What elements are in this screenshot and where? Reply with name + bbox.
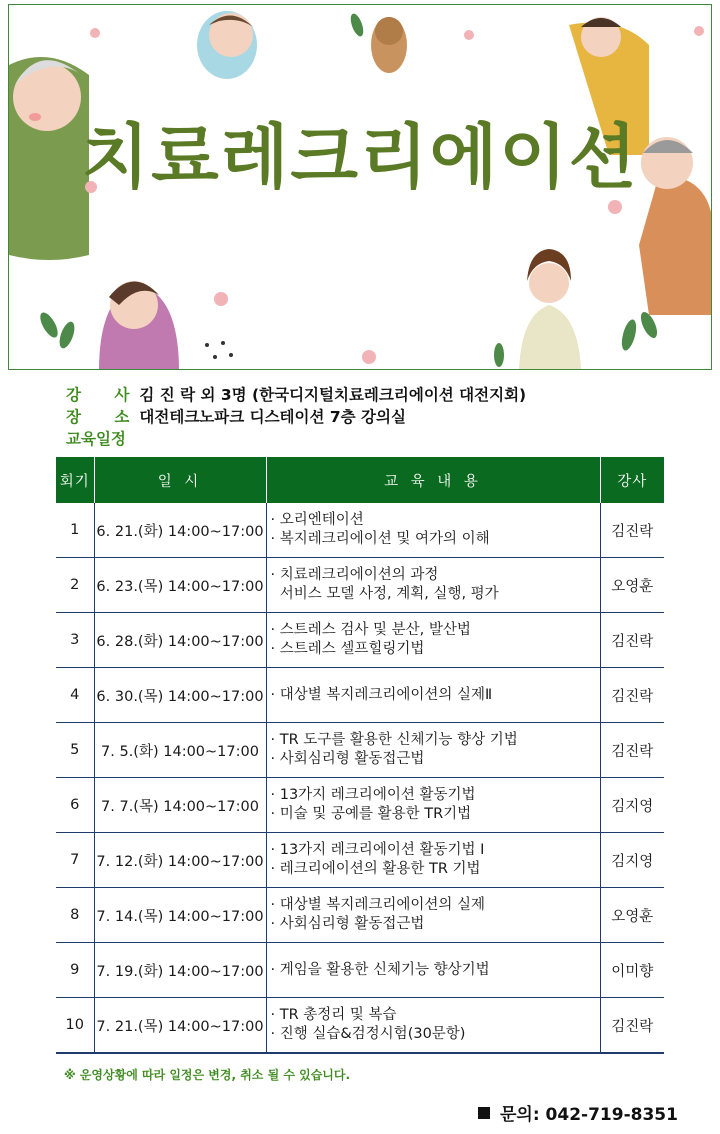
content-line: · 사회심리형 활동접근법 bbox=[270, 916, 425, 932]
session-datetime: 7. 19.(화) 14:00~17:00 bbox=[94, 943, 266, 998]
table-row bbox=[56, 943, 664, 998]
session-instructor: 김진락 bbox=[600, 613, 664, 668]
session-content bbox=[266, 503, 600, 558]
content-line: · 오리엔테이션 bbox=[270, 512, 364, 528]
session-datetime: 7. 7.(목) 14:00~17:00 bbox=[94, 778, 266, 833]
instructor-row bbox=[66, 384, 526, 406]
content-line: · 13가지 레크리에이션 활동기법 Ⅰ bbox=[270, 842, 485, 858]
header-datetime: 일 시 bbox=[94, 457, 266, 503]
venue-value: 대전테크노파크 디스테이션 7층 강의실 bbox=[139, 408, 406, 426]
woman-illustration-bottom-right bbox=[519, 249, 581, 370]
session-instructor: 이미향 bbox=[600, 943, 664, 998]
header-content: 교 육 내 용 bbox=[266, 457, 600, 503]
table-row bbox=[56, 998, 664, 1054]
content-line: · 레크리에이션의 활용한 TR 기법 bbox=[270, 861, 481, 877]
session-instructor: 김진락 bbox=[600, 998, 664, 1054]
session-number: 6 bbox=[56, 778, 94, 833]
square-bullet-icon bbox=[478, 1107, 490, 1119]
content-line: · TR 총정리 및 복습 bbox=[270, 1007, 397, 1023]
table-body bbox=[56, 503, 664, 1053]
content-line: · TR 도구를 활용한 신체기능 향상 기법 bbox=[270, 732, 518, 748]
content-line: · 스트레스 검사 및 분산, 발산법 bbox=[270, 622, 471, 638]
content-line: · 대상별 복지레크리에이션의 실제Ⅱ bbox=[270, 686, 493, 703]
session-instructor: 김진락 bbox=[600, 723, 664, 778]
session-number: 1 bbox=[56, 503, 94, 558]
session-content bbox=[266, 723, 600, 778]
girl-illustration-bottom-left bbox=[99, 281, 179, 370]
session-content bbox=[266, 558, 600, 613]
session-instructor: 김지영 bbox=[600, 833, 664, 888]
instructor-value: 김 진 락 외 3명 (한국디지털치료레크리에이션 대전지회) bbox=[139, 386, 527, 404]
venue-label: 장 소 bbox=[66, 408, 130, 426]
child-illustration-top-left bbox=[197, 11, 257, 79]
schedule-table bbox=[56, 457, 664, 1054]
table-row bbox=[56, 613, 664, 668]
session-number: 4 bbox=[56, 668, 94, 723]
table-row bbox=[56, 558, 664, 613]
content-line: · 대상별 복지레크리에이션의 실제 bbox=[270, 897, 486, 913]
venue-row bbox=[66, 406, 526, 428]
session-datetime: 6. 30.(목) 14:00~17:00 bbox=[94, 668, 266, 723]
dog-illustration bbox=[371, 17, 407, 73]
session-instructor: 오영훈 bbox=[600, 558, 664, 613]
table-row bbox=[56, 668, 664, 723]
table-row bbox=[56, 833, 664, 888]
session-datetime: 6. 28.(화) 14:00~17:00 bbox=[94, 613, 266, 668]
header-session: 회기 bbox=[56, 457, 94, 503]
header-instructor: 강사 bbox=[600, 457, 664, 503]
content-line: · 스트레스 셀프힐링기법 bbox=[270, 641, 425, 657]
content-line: · 미술 및 공예를 활용한 TR기법 bbox=[270, 806, 472, 822]
session-number: 5 bbox=[56, 723, 94, 778]
session-instructor: 김지영 bbox=[600, 778, 664, 833]
banner-title: 치료레크리에이션 bbox=[81, 116, 639, 198]
banner bbox=[8, 4, 712, 370]
session-number: 8 bbox=[56, 888, 94, 943]
session-content bbox=[266, 668, 600, 723]
session-instructor: 오영훈 bbox=[600, 888, 664, 943]
schedule-label: 교육일정 bbox=[66, 430, 126, 448]
session-number: 3 bbox=[56, 613, 94, 668]
content-line: · 13가지 레크리에이션 활동기법 bbox=[270, 787, 476, 803]
session-content bbox=[266, 613, 600, 668]
content-line: 서비스 모델 사정, 계획, 실행, 평가 bbox=[270, 586, 499, 602]
session-instructor: 김진락 bbox=[600, 668, 664, 723]
session-instructor: 김진락 bbox=[600, 503, 664, 558]
content-line: · 진행 실습&검정시험(30문항) bbox=[270, 1026, 466, 1042]
content-line: · 복지레크리에이션 및 여가의 이해 bbox=[270, 531, 490, 547]
session-number: 9 bbox=[56, 943, 94, 998]
schedule-row bbox=[66, 428, 526, 450]
session-datetime: 6. 23.(목) 14:00~17:00 bbox=[94, 558, 266, 613]
session-number: 10 bbox=[56, 998, 94, 1054]
session-content bbox=[266, 833, 600, 888]
table-header-row bbox=[56, 457, 664, 503]
contact-text: 문의: 042-719-8351 bbox=[500, 1105, 678, 1125]
content-line: · 게임을 활용한 신체기능 향상기법 bbox=[270, 961, 490, 978]
session-content bbox=[266, 888, 600, 943]
table-row bbox=[56, 888, 664, 943]
table-row bbox=[56, 778, 664, 833]
table-row bbox=[56, 503, 664, 558]
session-datetime: 7. 5.(화) 14:00~17:00 bbox=[94, 723, 266, 778]
session-number: 2 bbox=[56, 558, 94, 613]
session-content bbox=[266, 943, 600, 998]
session-number: 7 bbox=[56, 833, 94, 888]
decorative-dots bbox=[205, 341, 233, 359]
session-content bbox=[266, 998, 600, 1054]
course-info bbox=[66, 384, 526, 450]
instructor-label: 강 사 bbox=[66, 386, 130, 404]
content-line: · 치료레크리에이션의 과정 bbox=[270, 567, 439, 583]
content-line: · 사회심리형 활동접근법 bbox=[270, 751, 425, 767]
session-datetime: 6. 21.(화) 14:00~17:00 bbox=[94, 503, 266, 558]
session-content bbox=[266, 778, 600, 833]
contact-info bbox=[478, 1100, 678, 1125]
session-datetime: 7. 12.(화) 14:00~17:00 bbox=[94, 833, 266, 888]
session-datetime: 7. 14.(목) 14:00~17:00 bbox=[94, 888, 266, 943]
table-row bbox=[56, 723, 664, 778]
schedule-note: ※ 운영상황에 따라 일정은 변경, 취소 될 수 있습니다. bbox=[64, 1068, 351, 1082]
session-datetime: 7. 21.(목) 14:00~17:00 bbox=[94, 998, 266, 1054]
